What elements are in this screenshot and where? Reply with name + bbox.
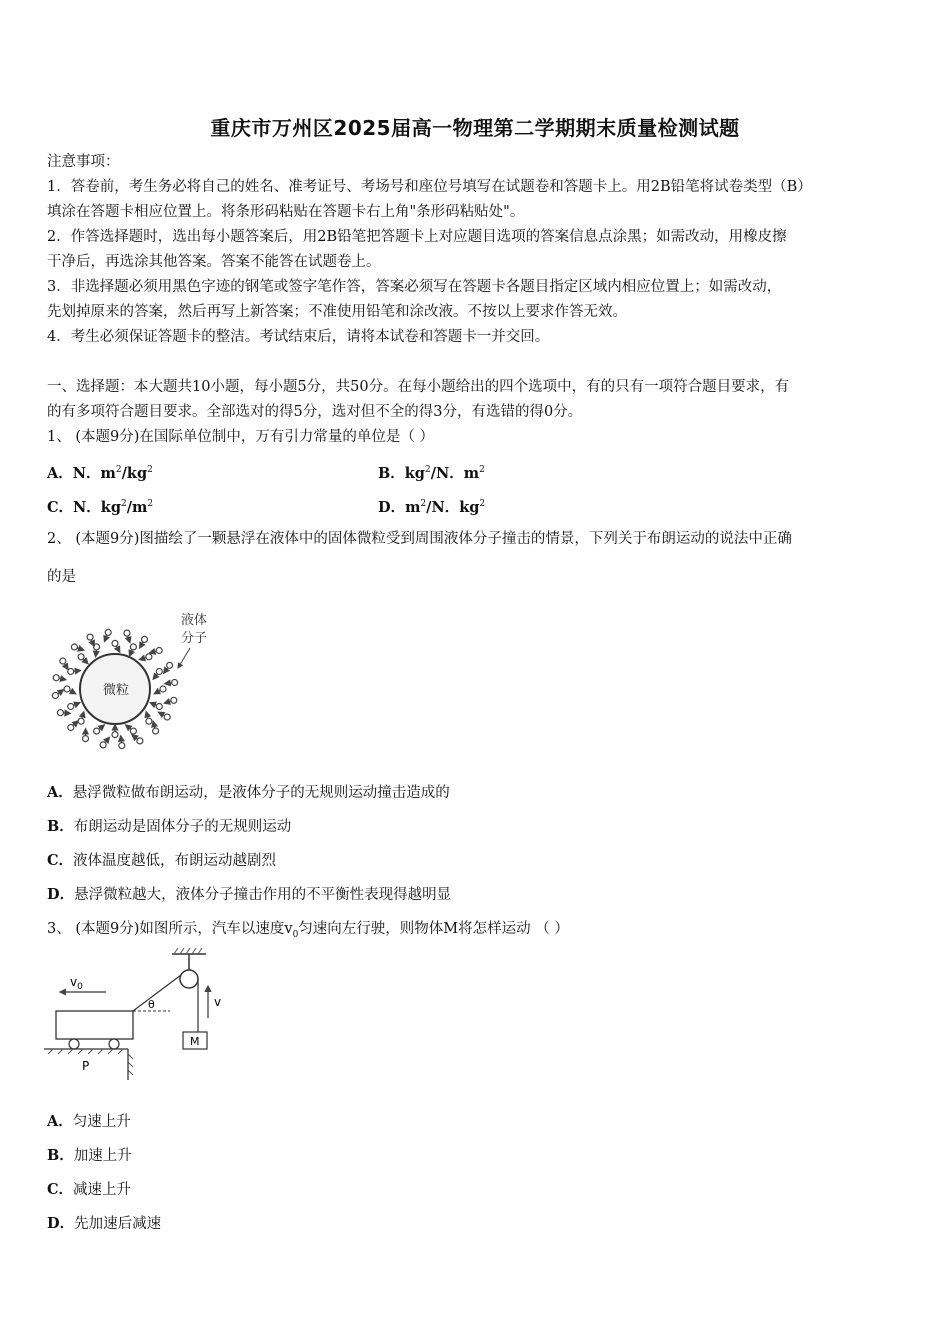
q3-option-c[interactable]: C．减速上升 — [47, 1181, 132, 1198]
q2-option-b[interactable]: B．布朗运动是固体分子的无规则运动 — [47, 818, 292, 835]
molecule-arrow — [70, 690, 76, 693]
molecule-arrow — [130, 650, 133, 657]
question-2-stem: 的是 — [47, 569, 76, 585]
molecule — [112, 732, 118, 738]
molecule — [64, 686, 70, 692]
notice-line: 3．非选择题必须用黑色字迹的钢笔或签字笔作答，答案必须写在答题卡各题目指定区域内相应位置上；如需改动， — [47, 279, 782, 295]
svg-text:θ: θ — [148, 998, 155, 1011]
molecule-arrow — [64, 664, 68, 670]
brownian-motion-figure — [50, 604, 220, 752]
molecule — [137, 738, 143, 744]
molecule — [105, 629, 111, 635]
section-intro: 一、选择题：本大题共10小题，每小题5分，共50分。在每小题给出的四个选项中，有的只有一项符合题目要求，有 — [47, 379, 790, 395]
molecule — [60, 658, 66, 664]
molecule — [71, 644, 77, 650]
molecule-arrow — [159, 712, 165, 716]
notice-line: 干净后，再选涂其他答案。答案不能答在试题卷上。 — [47, 254, 381, 270]
molecule-arrow — [132, 735, 138, 739]
molecule — [87, 634, 93, 640]
car-pulley-figure — [44, 948, 234, 1082]
molecule-label: 分子 — [181, 631, 208, 646]
notice-heading: 注意事项： — [47, 154, 120, 170]
molecule-arrow — [154, 690, 160, 693]
molecule — [112, 640, 118, 646]
page-title: 重庆市万州区2025届高一物理第二学期期末质量检测试题 — [210, 116, 740, 140]
car — [56, 1011, 133, 1039]
molecule — [167, 662, 173, 668]
molecule-arrow — [105, 737, 110, 742]
molecule-arrow — [82, 712, 84, 719]
molecule — [57, 710, 63, 716]
molecule-arrow — [128, 636, 130, 643]
molecule — [146, 718, 152, 724]
molecule-arrow — [116, 646, 119, 652]
molecule-arrow — [73, 703, 80, 706]
molecule-arrow — [59, 678, 66, 679]
q1-option-d[interactable]: D．$m^2/N$．$kg^2$ — [378, 499, 486, 516]
molecule-arrow — [164, 701, 171, 703]
q1-option-b[interactable]: B．$kg^2/N$．$m^2$ — [378, 465, 485, 482]
molecule-arrow — [83, 659, 88, 664]
notice-line: 1．答卷前，考生务必将自己的姓名、准考证号、考场号和座位号填写在试题卷和答题卡上。用2B铅笔将试卷类型（B） — [47, 179, 812, 195]
molecule — [83, 736, 89, 742]
molecule-arrow — [99, 725, 104, 729]
molecule — [160, 686, 166, 692]
question-1-stem: 1、 (本题9分)在国际单位制中，万有引力常量的单位是（ ） — [47, 429, 434, 445]
q2-option-c[interactable]: C．液体温度越低，布朗运动越剧烈 — [47, 852, 277, 869]
q2-option-a[interactable]: A．悬浮微粒做布朗运动，是液体分子的无规则运动撞击造成的 — [47, 784, 450, 801]
molecule — [156, 704, 162, 710]
molecule-arrow — [104, 635, 107, 641]
section-intro: 的有多项符合题目要求。全部选对的得5分，选对但不全的得3分，有选错的得0分。 — [47, 404, 583, 420]
q3-option-a[interactable]: A．匀速上升 — [47, 1113, 131, 1130]
molecule-arrow — [139, 658, 146, 660]
molecule-arrow — [91, 640, 94, 646]
molecule-arrow — [164, 668, 168, 674]
q1-option-c[interactable]: C．N．$kg^2/m^2$ — [47, 499, 154, 516]
molecule-arrow — [165, 683, 172, 684]
notice-line: 4．考生必须保证答题卡的整洁。考试结束后，请将本试卷和答题卡一并交回。 — [47, 329, 550, 345]
molecule — [119, 743, 125, 749]
molecule-arrow — [74, 671, 81, 672]
molecule — [68, 704, 74, 710]
molecule-arrow — [146, 712, 148, 719]
notice-line: 填涂在答题卡相应位置上。将条形码粘贴在答题卡右上角"条形码粘贴处"。 — [47, 204, 525, 220]
molecule — [156, 669, 162, 675]
q3-option-d[interactable]: D．先加速后减速 — [47, 1215, 162, 1232]
q2-option-d[interactable]: D．悬浮微粒越大，液体分子撞击作用的不平衡性表现得越明显 — [47, 886, 452, 903]
question-3-stem: 3、 (本题9分)如图所示，汽车以速度$v_0$匀速向左行驶，则物体M将怎样运动 （ ） — [47, 921, 569, 940]
molecule — [146, 654, 152, 660]
q3-option-b[interactable]: B．加速上升 — [47, 1147, 132, 1164]
molecule — [172, 680, 178, 686]
molecule — [171, 697, 177, 703]
molecule — [78, 718, 84, 724]
molecule-arrow — [58, 690, 64, 694]
molecule-arrow — [150, 703, 157, 706]
molecule — [94, 644, 100, 650]
molecule-arrow — [140, 642, 143, 648]
molecule-arrow — [96, 650, 97, 657]
molecule-arrow — [77, 648, 84, 650]
molecule — [142, 636, 148, 642]
q1-option-a[interactable]: A．N．$m^2/kg^2$ — [47, 465, 153, 482]
question-2-stem: 2、 (本题9分)图描绘了一颗悬浮在液体中的固体微粒受到周围液体分子撞击的情景，下列关于布朗运动的说法中正确 — [47, 531, 792, 547]
particle-label: 微粒 — [103, 683, 130, 698]
molecule-label: 液体 — [181, 613, 208, 628]
molecule — [100, 742, 106, 748]
molecule-arrow — [73, 721, 78, 726]
molecule — [130, 644, 136, 650]
molecule — [68, 669, 74, 675]
molecule — [124, 630, 130, 636]
molecule-arrow — [153, 721, 155, 728]
svg-text:v0: $v_0$ — [70, 975, 83, 992]
molecule-arrow — [150, 651, 157, 653]
svg-text:M: M — [190, 1035, 200, 1048]
molecule — [153, 728, 159, 734]
notice-line: 先划掉原来的答案，然后再写上新答案；不准使用铅笔和涂改液。不按以上要求作答无效。 — [47, 304, 627, 320]
molecule — [130, 728, 136, 734]
molecule — [53, 675, 59, 681]
molecule-arrow — [126, 725, 131, 729]
molecule — [164, 714, 170, 720]
molecule — [78, 654, 84, 660]
svg-text:P: P — [82, 1059, 90, 1073]
svg-text:v: v — [214, 995, 222, 1009]
molecule-arrow — [121, 736, 122, 743]
molecule — [94, 728, 100, 734]
molecule-arrow — [153, 674, 157, 679]
pulley — [180, 970, 198, 988]
molecule — [52, 693, 58, 699]
molecule-arrow — [63, 713, 70, 714]
molecule — [68, 725, 74, 731]
notice-line: 2．作答选择题时，选出每小题答案后，用2B铅笔把答题卡上对应题目选项的答案信息点涂黑；如需改动，用橡皮擦 — [47, 229, 787, 245]
molecule — [156, 648, 162, 654]
